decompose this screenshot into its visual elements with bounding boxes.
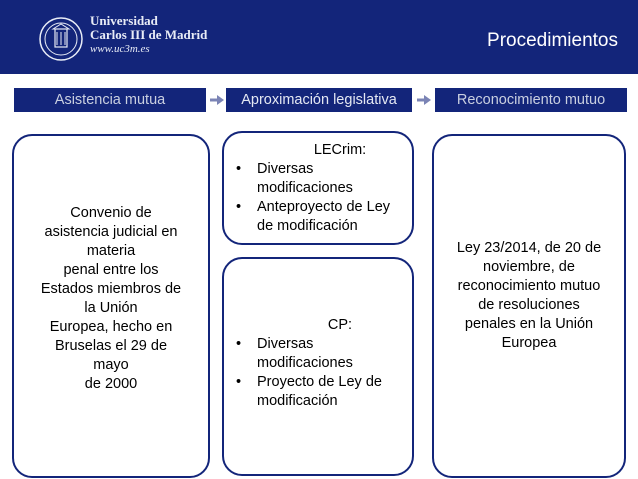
logo-url: www.uc3m.es: [90, 43, 150, 55]
stage-aproximacion-legislativa: Aproximación legislativa: [226, 88, 412, 112]
text-line: reconocimiento mutuo: [457, 278, 601, 294]
list-item: [234, 335, 406, 373]
item-line: modificación: [257, 393, 338, 409]
convenio-text: [14, 204, 208, 394]
lecrim-list: [234, 160, 406, 236]
item-line: modificaciones: [257, 355, 353, 371]
text-line: noviembre, de: [483, 259, 575, 275]
page-title: Procedimientos: [487, 30, 618, 51]
list-item: [234, 198, 406, 236]
convenio-box: [12, 134, 210, 478]
lecrim-box: [222, 131, 414, 245]
arrow-right-icon: [417, 95, 431, 105]
university-logo-text: [90, 14, 207, 56]
text-line: materia: [86, 243, 136, 259]
item-line: • Proyecto de Ley de: [257, 374, 382, 390]
text-line: Convenio de: [70, 205, 152, 221]
text-line: asistencia judicial en: [44, 224, 178, 240]
ley-text: [434, 239, 624, 353]
item-line: de modificación: [257, 218, 358, 234]
text-line: Estados miembros de: [40, 281, 182, 297]
text-line: Europea: [501, 335, 557, 351]
cp-box: [222, 257, 414, 476]
text-line: Ley 23/2014, de 20 de: [456, 240, 602, 256]
text-line: de resoluciones: [478, 297, 580, 313]
list-item: [234, 373, 406, 411]
arrow-right-icon: [210, 95, 224, 105]
cp-heading: CP:: [327, 317, 353, 333]
logo-line-1: Universidad: [90, 13, 158, 28]
item-line: • Anteproyecto de Ley: [257, 199, 391, 215]
stage-reconocimiento-mutuo: Reconocimiento mutuo: [435, 88, 627, 112]
item-line: • Diversas: [257, 161, 314, 177]
text-line: penal entre los: [63, 262, 159, 278]
text-line: mayo: [93, 357, 129, 373]
item-line: modificaciones: [257, 180, 353, 196]
logo-line-2: Carlos III de Madrid: [90, 27, 208, 42]
header-bar: [0, 0, 638, 74]
text-line: Bruselas el 29 de: [54, 338, 168, 354]
text-line: penales en la Unión: [464, 316, 594, 332]
text-line: de 2000: [84, 376, 138, 392]
lecrim-heading: LECrim:: [313, 142, 367, 158]
item-line: • Diversas: [257, 336, 314, 352]
text-line: la Unión: [84, 300, 138, 316]
stage-asistencia-mutua: Asistencia mutua: [14, 88, 206, 112]
ley-box: [432, 134, 626, 478]
list-item: [234, 160, 406, 198]
text-line: Europea, hecho en: [49, 319, 173, 335]
cp-list: [234, 335, 406, 411]
university-seal-icon: [38, 16, 84, 62]
